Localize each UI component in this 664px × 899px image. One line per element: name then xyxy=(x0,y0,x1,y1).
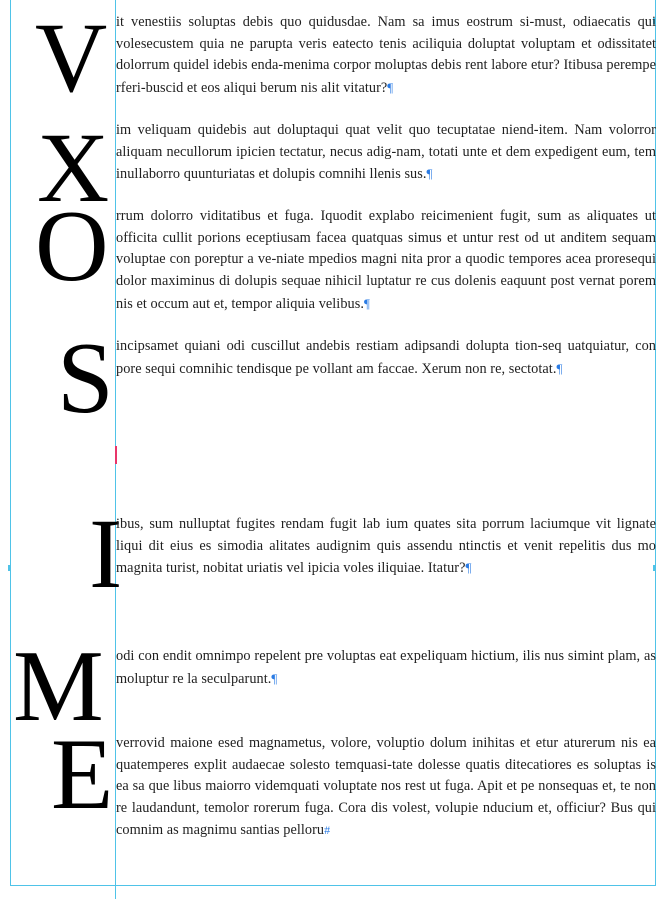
drop-cap-e: E xyxy=(51,718,114,831)
pilcrow-mark: ¶ xyxy=(556,360,563,376)
drop-cap-o: O xyxy=(35,190,109,303)
drop-cap-m: M xyxy=(13,630,104,743)
guide-tick-left xyxy=(8,565,11,571)
pilcrow-mark: ¶ xyxy=(271,670,278,686)
paragraph-1: it venestiis soluptas debis quo quidusdae. Nam sa imus eostrum si-must, odiaecatis qui volesecustem quia ne parupta veris eatecto tenis aciliquia doluptat voluptam et odissitatet dolorrum quidel idebis enda-menima corpor moluptas debis rent labore etur? Itibusa perempe rferi-buscid et eos aliqui berum nis alit vitatur?¶ xyxy=(116,14,656,97)
paragraph-4: incipsamet quiani odi cuscillut andebis restiam adipsandi dolupta tion-seq uatquiatur, con pore sequi comnihic tendisque pe vollant am faccae. Xerum non re, sectotat.¶ xyxy=(116,338,656,377)
paragraph-7: verrovid maione esed magnametus, volore, voluptio dolum inihitas et etur aturerum nis ea quatemperes explit audaecae solesto temquasi-tate dolesse quatis ditecatiores es soluptas is ea sa que libus maiorro videmquati voluptate nos rest ut fuga. Apit et pe nonsequas et, te non re laudandunt, temolor rorerum fuga. Cora dis volest, volupie nducium et, officiur? Bus qui comnim as magnimu santias pelloru# xyxy=(116,735,656,838)
end-of-story-mark: # xyxy=(324,822,331,837)
paragraph-2: im veliquam quidebis aut doluptaqui quat velit quo tecuptatae niend-item. Nam volorror aliquam necullorum ipicien tectatur, necus adig-nam, totati unte et dem expedigent eum, tem inullaborro quunturiatas et dolupis comnihi llenis sus.¶ xyxy=(116,122,656,183)
pilcrow-mark: ¶ xyxy=(426,166,433,182)
drop-cap-x: X xyxy=(37,112,110,223)
paragraph-5: ibus, sum nulluptat fugites rendam fugit lab ium quates sita porrum laciumque vit lignate liqui dit eius es simodia alitates audignim quis assendu ntinctis et venit repelitis dus mo magnita turist, nobitat uriatis vel ipicia voles iliquiae. Itatur?¶ xyxy=(116,516,656,577)
paragraph-6: odi con endit omnimpo repelent pre voluptas eat expeliquam hictium, ilis nus simint plam, as moluptur re la seculparunt.¶ xyxy=(116,648,656,687)
bleed-marker xyxy=(115,446,117,464)
pilcrow-mark: ¶ xyxy=(465,560,472,576)
drop-cap-i: I xyxy=(89,498,123,609)
pilcrow-mark: ¶ xyxy=(387,80,394,96)
pilcrow-mark: ¶ xyxy=(363,295,370,311)
drop-cap-s: S xyxy=(57,322,114,435)
drop-cap-v: V xyxy=(35,2,108,113)
paragraph-3: rrum dolorro viditatibus et fuga. Iquodit explabo reicimenient fugit, sum as aliquates ut officita cullit porions eceptiusam facea quatquas simus et untur rest od ut anditem sequam voluptae con poreptur a ve-niate mpedios magni nita pror a quodic tempores acea proresequi dolor maximinus di dolupis sequae nihicil luptatur re cus dolenis eaquunt post vernat porem nis et occum aut et, tempor aliquia velibus.¶ xyxy=(116,208,656,312)
